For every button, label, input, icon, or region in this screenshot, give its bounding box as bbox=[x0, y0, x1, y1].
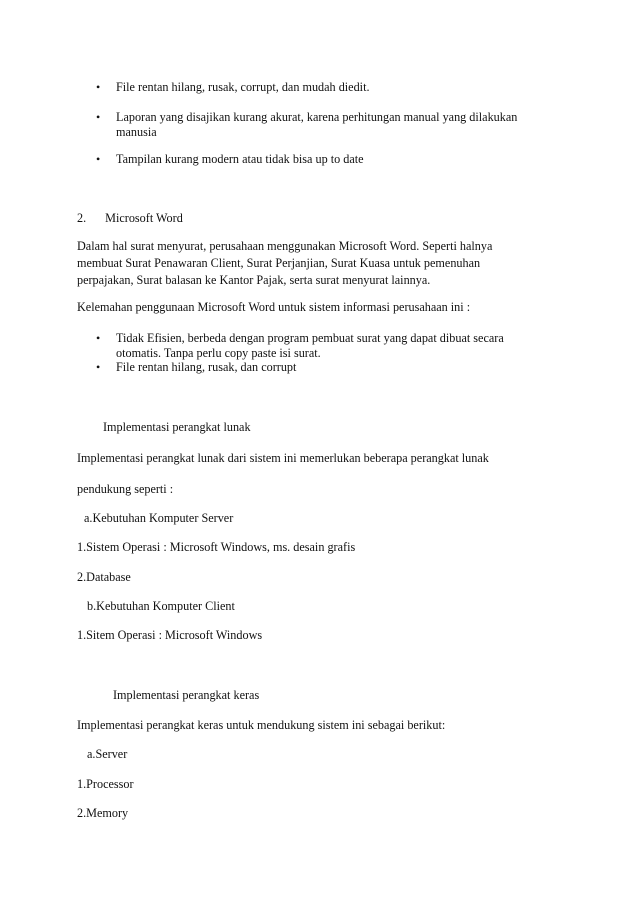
list-item: 2.Memory bbox=[77, 806, 129, 820]
bullet-marker: • bbox=[96, 331, 101, 345]
list-item-text: File rentan hilang, rusak, corrupt, dan mudah diedit. bbox=[116, 80, 370, 94]
paragraph-line: membuat Surat Penawaran Client, Surat Perjanjian, Surat Kuasa untuk pemenuhan bbox=[77, 256, 481, 270]
list-item-text: Laporan yang disajikan kurang akurat, karena perhitungan manual yang dilakukan manusia bbox=[116, 110, 518, 139]
bullet-marker: • bbox=[96, 152, 101, 166]
section-number: 2. bbox=[77, 211, 87, 225]
list-item: 1.Sitem Operasi : Microsoft Windows bbox=[77, 628, 263, 642]
list-item-text: Tampilan kurang modern atau tidak bisa up to date bbox=[116, 152, 364, 166]
client-requirements-label: b.Kebutuhan Komputer Client bbox=[87, 599, 235, 613]
section-heading bbox=[77, 211, 183, 226]
paragraph-line: Implementasi perangkat keras untuk mendukung sistem ini sebagai berikut: bbox=[77, 718, 446, 732]
bullet-marker: • bbox=[96, 360, 101, 374]
hardware-heading: Implementasi perangkat keras bbox=[113, 688, 260, 702]
server-label: a.Server bbox=[87, 747, 128, 761]
server-requirements-label: a.Kebutuhan Komputer Server bbox=[84, 511, 234, 525]
list-item-text: File rentan hilang, rusak, dan corrupt bbox=[116, 360, 297, 374]
paragraph-line: perpajakan, Surat balasan ke Kantor Pajak, serta surat menyurat lainnya. bbox=[77, 273, 431, 287]
section-title: Microsoft Word bbox=[105, 211, 183, 225]
software-heading: Implementasi perangkat lunak bbox=[103, 420, 251, 434]
list-item: 1.Sistem Operasi : Microsoft Windows, ms. desain grafis bbox=[77, 540, 356, 554]
paragraph-line: Implementasi perangkat lunak dari sistem ini memerlukan beberapa perangkat lunak bbox=[77, 451, 489, 465]
list-item-text: Tidak Efisien, berbeda dengan program pembuat surat yang dapat dibuat secara otomatis. Tanpa perlu copy paste isi surat. bbox=[116, 331, 504, 360]
list-item: 2.Database bbox=[77, 570, 131, 584]
bullet-marker: • bbox=[96, 80, 101, 94]
bullet-marker: • bbox=[96, 110, 101, 124]
list-item: 1.Processor bbox=[77, 777, 134, 791]
paragraph-line: pendukung seperti : bbox=[77, 482, 174, 496]
paragraph-line: Dalam hal surat menyurat, perusahaan menggunakan Microsoft Word. Seperti halnya bbox=[77, 239, 493, 253]
weakness-intro: Kelemahan penggunaan Microsoft Word untuk sistem informasi perusahaan ini : bbox=[77, 300, 471, 314]
